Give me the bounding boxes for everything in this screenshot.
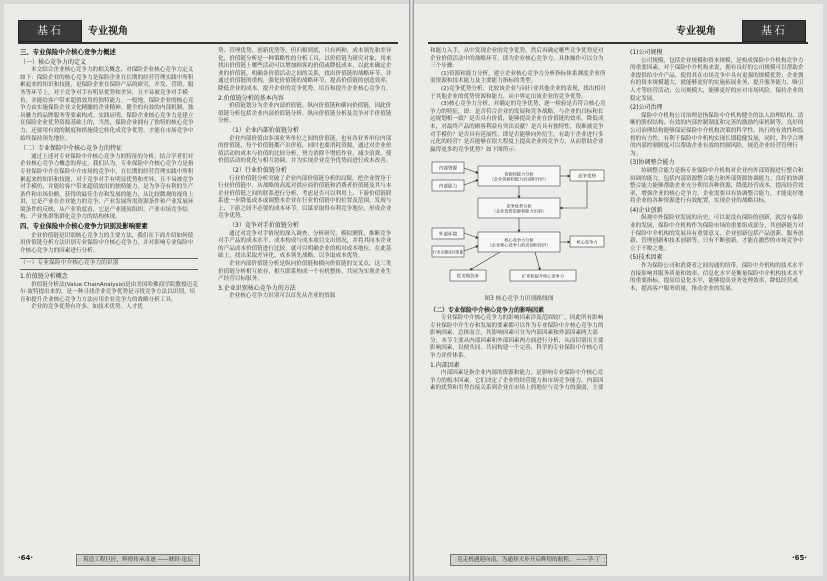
subheading: （二）专业保险中介核心竞争力的特征 [20,145,123,153]
magazine-logo: 基石 [742,20,806,42]
subheading: (4)企业创新 [630,206,663,214]
paragraph: (2)竞争优势分析，比较该企业与同行业其他企业的表现，找出相对于其他企业的优势资源和能力，从中界定出该企业的竞争优势。 [430,85,606,100]
page-number: ·64· [18,554,34,562]
section-heading: 三、专业保险中介核心竞争力概述 [20,48,116,56]
diagram-label: 内部资源 [438,166,458,172]
right-header [428,20,808,42]
left-footer [14,554,399,566]
paragraph: (1)资源和能力分析，建立企业核心竞争力分析指标体系测度企业所需资源和技术能力及主要能力指标的类型。 [430,70,606,85]
subheading: （一）核心竞争力的定义 [20,58,87,66]
subheading: 1.价值链分析概念 [20,273,68,281]
paragraph: 企业内部价值链分析是纵向价值链和横向价值链的交叉点，这三类价值链分析相互依存，相互联系构成一个有机整体，共同为实现企业生产经营目标服务。 [218,261,392,283]
subheading: (3)协调整合能力 [630,159,675,167]
left-header [18,20,398,42]
paragraph: 价值链划分为企业内部价值链、纵向价值链和横向价值链，因此价值链分析包括企业内部价值链分析、纵向价值链分析及竞争对手价值链分析。 [218,103,392,125]
paragraph: 作为保险公司和消费者之间沟通的纽带，保险中介机构的技术水平直接影响其服务质量和效率，信息化水平是衡量保险中介机构技术水平的重要指标，提高信息化水平，能够提高业务处理效率，降低经营成本，提高客户服务质量，推动企业的发展。 [630,263,804,292]
subheading: 2.价值链分析的基本内容 [218,94,284,102]
footer-slogan: 筑造工程巨匠，辉煌传承奇迹 ——财经·论坛 [76,554,200,566]
subheading: （1）企业内部价值链分析 [229,126,299,134]
diagram-label: 内部能力 [438,184,458,190]
paragraph: 纵观中外保险业发展的历史，可以说没有保险的创新，就没有保险业的发展，保险中介机构作为保险市场的重要组成部分，其创新能力对于保险中介机构的发展具有重要意义，企业创新包括产品创新、服务创新、管理创新和技术创新等，只有不断创新，才能在激烈的市场竞争中立于不败之地。 [630,215,804,252]
paragraph: 和能力入手，从中发现企业的竞争优势，然后再确定哪些竞争优势是对企业价值活动中的战略环节，即为企业核心竞争力，具体操作可以分为三个步骤： [430,48,604,70]
right-column-2 [630,48,808,293]
paragraph: 企业的竞争优势有许多，如技术优势、人才优 [31,304,143,311]
subheading: (1)公司规模 [630,49,663,56]
right-column-1 [430,48,608,393]
header-rule [428,42,808,44]
paragraph: 通过上述对专业保险中介核心竞争力的特征的分析，结合学者们对企业核心竞争力概念的界定，我们认为，专业保险中介核心竞争力是指专业保险中介在保险中介市场的竞争中，在长期的经营管理实践中所积累起来的知识和技能，对于竞争对手有明显优势和差异，且不易被竞争对手模仿，并能给客户带来超值效用的独特能力，是为争夺有利的生产条件和市场份额，获得的最佳生存和发展的能力，从比较微观的视角上讲，它是产业在企业能力的竞争、产业发展所需资源条件和产业发展环境条件的反映，从产业角度看，它是产业链间组织、产业市场竞争结构、产业集群集群化竞争力的结构体现。 [20,153,194,221]
paragraph: 行业价值链分析突破了企业内部价值链分析的局限，把企业置身于行业价值链中，从战略的高度对供应商价值链和消费者价值链及其与本企业价值链之间的联系进行分析，考虑是否可以利用上、下游价值链联系进一步降低成本或调整本企业在行业价值链中的位置及范围，发现与上、下游之间不必要的成本环节，以谋求取得有利竞争地位，形成企业竞争优势。 [218,175,392,220]
page-number: ·65· [791,554,807,562]
right-page [414,4,823,576]
paragraph: 势、管理优势、创新优势等，但归根到底，只有两种，成本领先和差异化，价值链分析是一种策略性的分析工具，以价值链为研究对象，用来找出价值链上哪些活动可以增加顾客的价值或降低成本，以此来确定企业的价值链，明确各价值活动之间的关系，找出价值链的战略环节，并通过价值链的重构，强化价值链的战略环节，提高价值链的创造效率，降低企业的成本，提升企业的竞争优势，培育和提升企业核心竞争力。 [218,48,392,92]
right-footer [424,554,813,566]
paragraph: (3)核心竞争力分析，对确定的竞争优势，逐一检验是否符合核心竞争力的特征，即：是否符合企业的发展和竞争战略，与企业的目标和长远规划相一致？是否具有价值，能够提高企业在价值链的效率，降低成本，对最终产品的顾客利益有突出贡献？是否具有独特性，很难被竞争对手模仿？是否具有延展性，即是否能够向外衍生，有助于企业进行多元化的经营？是否能够在很大程度上提高企业的竞争力，从而帮助企业赢得更多的竞争优势？如下图所示： [430,101,606,153]
diagram-label: 行业关键成功要素 [432,249,464,255]
paragraph: 企业内部价值由多项业务单位之间的价值链，也有各业务单位内部的价值链，每个价值链都产出价值，同时也要消耗资源，通过对企业价值活动的成本与价值的比较分析，努力消除不增值作业，减少浪费，使价值活动的优化与相互协调，并为实现企业竞争优势而进行成本改善。 [218,135,392,165]
subheading: (5)技术因素 [630,254,663,262]
subheading: 1.内部因素 [430,361,460,369]
paragraph: 专业保险中介核心竞争力的影响因素涉及范围较广，因此所有影响专业保险中介生存和发展的要素都可以作为专业保险中介核心竞争力的影响因素，总体而言，其影响因素可分为内部因素和外部因素两大部分，本节主要从内部因素和外部因素两方面进行分析，从而识别出主要影响因素，以便共同、共同构建一个完善，科学的专业保险中介核心竞争力评价体系。 [430,315,604,360]
paragraph: 企业核心竞争力识别可以首先从企业的资源 [229,293,336,300]
diagram-label: 核心竞争力 [576,239,598,245]
diagram-label: 外部环境 [438,232,458,238]
section-label: 专业视角 [88,26,128,37]
paragraph: 公司规模，包括企业规模和资本规模，是构成保险中介机构竞争力的重要因素，对于保险中介机构来说，拥有良好的公司规模可以帮助企业提供给中介产品，使得其在市场竞争中具有更强的规模优势；企业拥有的资本规模越大，就能够更好的实施拓展业务、提升服务能力、吸引人才等经营活动；公司规模大，能够更好的应对市场风险，保持企业的稳定发展。 [630,57,804,102]
paragraph: 企业价值链是识别核心竞争力的主要方法，我们在下面介绍如何使用价值链分析方法识别专业保险中介核心竞争力，并对影响专业保险中介核心竞争力的因素进行分析。 [20,232,194,254]
diagram-label: 竞争优势 [577,174,597,180]
diagram-label: 竞争优势分析（企业优势资源和能力识别） [491,203,547,214]
left-page [4,4,409,576]
subheading: （二）专业保险中介核心竞争力的影响因素 [430,306,545,314]
diagram-label: 扩充和提升核心竞争力 [522,273,564,279]
subheading: 3.企业识别核心竞争力的方法 [218,284,296,292]
section-label: 专业视角 [676,26,716,37]
left-column-2 [218,48,396,301]
figure-caption: 图3 核心竞争力识别路线图 [484,295,554,302]
paragraph: 通过对竞争对手情况的深入调查，分析研究，模拟测算，推断竞争对手产品的成本水平、成本构成与成本项目支出情况，并将其同本企业的产品成本价值链进行比较，就可以明确企业的相对成本地位，在此基础上，找出采取差异化、成本领先战略，以争取成本优势。 [218,230,392,260]
header-rule [18,42,398,44]
subheading: （3）竞争对手价值链分析 [229,222,299,230]
subheading: （2）行业价值链分析 [229,166,287,174]
boxed-subheading: （一）专业保险中介核心竞争力的识别 [20,258,198,270]
diagram-label: 优劣和弥补 [456,274,480,280]
section-heading: 四、专业保险中介核心竞争力识别及影响要素 [20,222,148,231]
paragraph: 内部因素是指企业内部的资源和能力，是影响专业保险中介核心竞争力的根本因素，它们决定了企业的经营能力和市场竞争能力，内部因素的优势和劣势直接关系到企业在市场上的地位与竞争力的强弱，主要 [430,370,604,392]
diagram-label: 资源和能力分析（企业资源和能力识别和评价） [489,171,549,182]
left-column-1 [20,48,198,312]
subheading: (2)公司治理 [630,104,663,112]
paragraph: 协调整合能力是指专业保险中介机构对企业内外部资源进行整合和协调的能力，包括内部资源整合能力和外部资源协调能力。良好的协调整合能力能够帮助企业充分利用各种资源，降低经营成本，提高经营效率，增强企业的核心竞争力，企业需要具有协调整合能力，才能更好地将企业的各种资源进行有效配置，实现企业的战略目标。 [630,167,804,205]
magazine-logo: 基石 [18,20,82,42]
paragraph: 价值链分析法(Value ChainAnalysis)是由美国哈佛商学院教授迈克尔·波特提出来的，是一种寻找企业竞争优势是寻找竞争方法以识别，培育和提升企业核心竞争力方法应用企业竞争力的战略分析工具。 [20,281,198,303]
core-competence-flow-diagram [430,158,608,290]
diagram-label: 核心竞争力分析（企业核心竞争力的识别和评价） [487,237,551,248]
footer-slogan: 竞走机遇迎向南，为通择大步开启辉煌的航程。 ——学·丁 [450,554,607,566]
paragraph: 保险中介机构公司治理是指保险中介机构健全的法人治理结构、清晰的股权结构、有效的内部控制制度和完善的激励约束机制等。良好的公司治理结构能够保证保险中介机构决策的科学性、执行的有效性和监督的有力性，有利于保险中介机构实现长期稳健发展，同时，科学合理的内部控制制度可以帮助企业有效的控制风险，规范企业经营管理行为。 [630,112,804,157]
paragraph: 本文结合企业核心竞争力的相关概念，对保险企业核心竞争力定义如下：保险企业的核心竞争力是保险企业在长期的经营管理实践中所积累起来的知识和技能，是保险企业在保险产品的研究、开发、营销、服务等环节上，对于竞争对手有明显优势和差异，且不易被竞争对手模仿，并能给客户带来超值效用的独特能力。一般地，保险企业的核心竞争力由实施保险企业文化精髓的企业精神、健全的有效的内部机制、独具魅力的品牌服务等要素构成。实践证明，保险企业核心竞争力是建立在保险企业优势资源基础上的，当然，保险企业拥有了独特的核心竞争力，还要用有效的制度和措施使它转化成竞争优势，才能在市场竞争中始终保持领先地位。 [20,67,194,142]
